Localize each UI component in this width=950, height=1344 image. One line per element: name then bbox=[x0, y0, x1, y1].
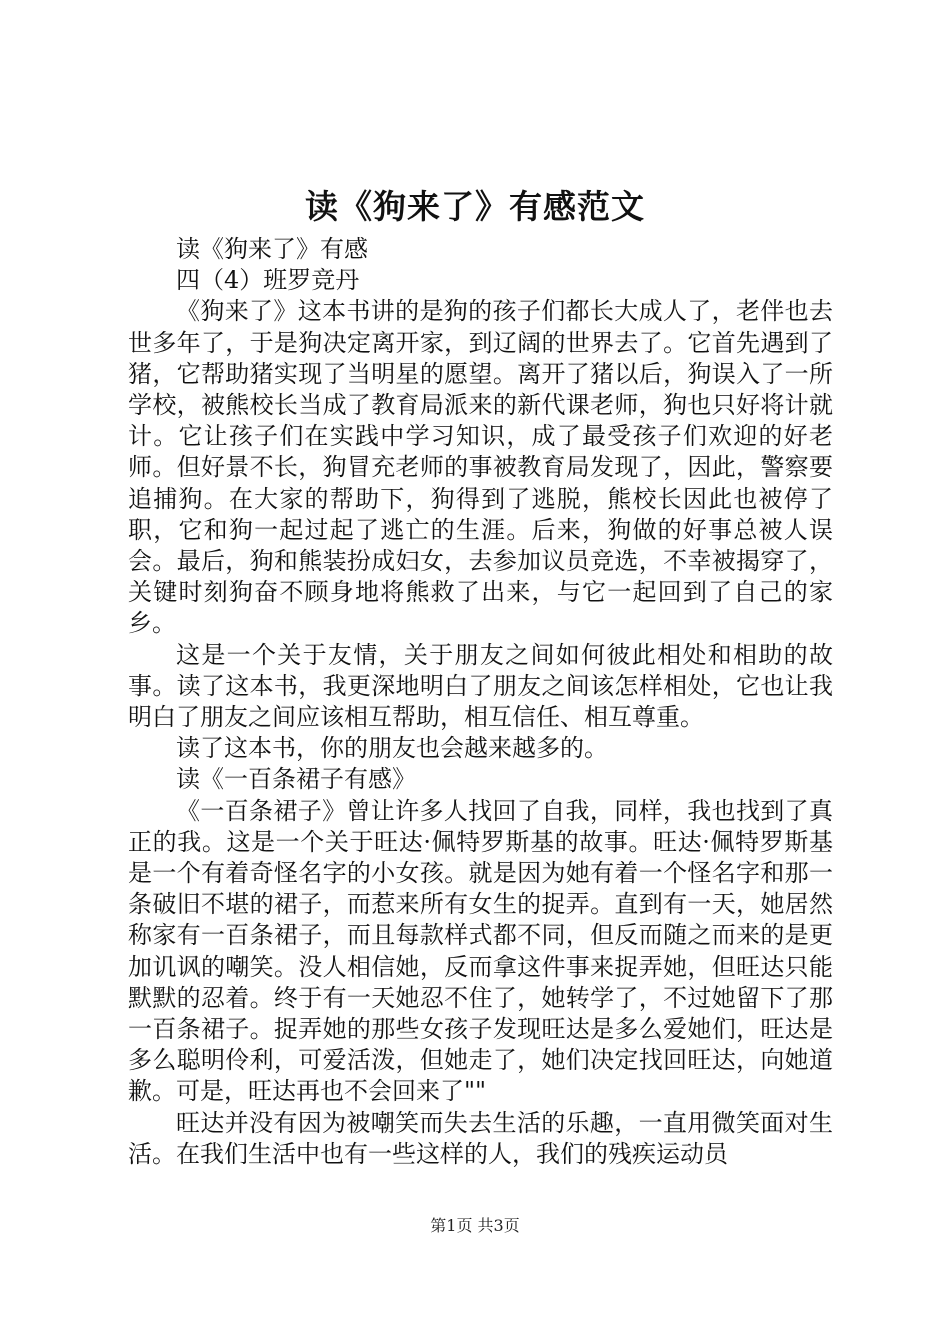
paragraph-subtitle-2: 读《一百条裙子有感》 bbox=[176, 765, 416, 794]
page-footer: 第1页 共3页 bbox=[430, 1216, 520, 1235]
paragraph-subtitle-1: 读《狗来了》有感 bbox=[176, 235, 368, 263]
paragraph-summary-dog: 《狗来了》这本书讲的是狗的孩子们都长大成人了，老伴也去世多年了，于是狗决定离开家，到辽阔的世界去了。它首先遇到了猪，它帮助猪实现了当明星的愿望。离开了猪以后，狗误入了一所学校，被熊校长当成了教育局派来的新代课老师，狗也只好将计就计。它让孩子们在实践中学习知识，成了最受孩子们欢迎的好老师。但好景不长，狗冒充老师的事被教育局发现了，因此，警察要追捕狗。在大家的帮助下，狗得到了逃脱，熊校长因此也被停了职，它和狗一起过起了逃亡的生涯。后来，狗做的好事总被人误会。最后，狗和熊装扮成妇女，去参加议员竞选，不幸被揭穿了，关键时刻狗奋不顾身地将熊救了出来，与它一起回到了自己的家乡。 bbox=[128, 297, 833, 638]
document-title: 读《狗来了》有感范文 bbox=[305, 187, 645, 226]
paragraph-friendship: 这是一个关于友情，关于朋友之间如何彼此相处和相助的故事。读了这本书，我更深地明白了朋友之间该怎样相处，它也让我明白了朋友之间应该相互帮助，相互信任、相互尊重。 bbox=[128, 640, 833, 732]
paragraph-author: 四（4）班罗竞丹 bbox=[176, 266, 360, 295]
document-body bbox=[128, 234, 833, 1170]
paragraph-conclusion-dog: 读了这本书，你的朋友也会越来越多的。 bbox=[176, 734, 608, 763]
paragraph-reflection: 旺达并没有因为被嘲笑而失去生活的乐趣，一直用微笑面对生活。在我们生活中也有一些这样的人，我们的残疾运动员 bbox=[128, 1108, 833, 1168]
paragraph-summary-dresses: 《一百条裙子》曾让许多人找回了自我，同样，我也找到了真正的我。这是一个关于旺达·佩特罗斯基的故事。旺达·佩特罗斯基是一个有着奇怪名字的小女孩。就是因为她有着一个怪名字和那一条破旧不堪的裙子，而惹来所有女生的捉弄。直到有一天，她居然称家有一百条裙子，而且每款样式都不同，但反而随之而来的是更加讥讽的嘲笑。没人相信她，反而拿这件事来捉弄她，但旺达只能默默的忍着。终于有一天她忍不住了，她转学了，不过她留下了那一百条裙子。捉弄她的那些女孩子发现旺达是多么爱她们，旺达是多么聪明伶利，可爱活泼，但她走了，她们决定找回旺达，向她道歉。可是，旺达再也不会回来了"" bbox=[128, 796, 833, 1106]
